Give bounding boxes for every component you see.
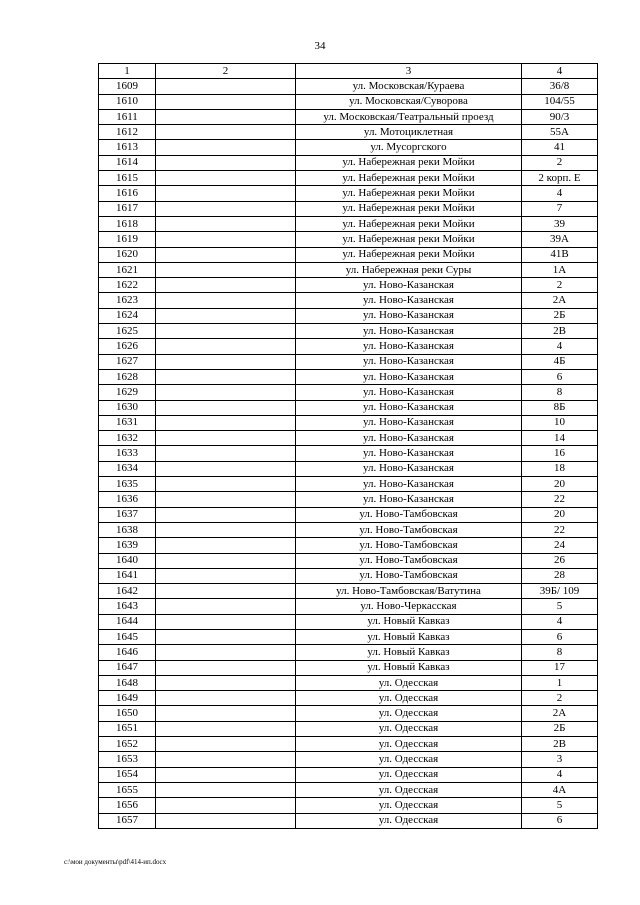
street-cell: ул. Ново-Тамбовская	[296, 568, 522, 583]
table-row	[99, 614, 598, 629]
house-number-cell: 41В	[522, 247, 598, 262]
street-cell: ул. Ново-Казанская	[296, 446, 522, 461]
street-cell: ул. Московская/Кураева	[296, 79, 522, 94]
street-cell: ул. Ново-Казанская	[296, 354, 522, 369]
street-cell: ул. Ново-Казанская	[296, 477, 522, 492]
street-cell: ул. Ново-Черкасская	[296, 599, 522, 614]
house-number-cell: 2В	[522, 324, 598, 339]
house-number-cell: 20	[522, 477, 598, 492]
street-cell: ул. Ново-Тамбовская/Ватутина	[296, 584, 522, 599]
table-row	[99, 354, 598, 369]
street-cell: ул. Одесская	[296, 752, 522, 767]
house-number-cell: 2Б	[522, 721, 598, 736]
house-number-cell: 2В	[522, 737, 598, 752]
street-cell: ул. Набережная реки Мойки	[296, 171, 522, 186]
street-cell: ул. Мусоргского	[296, 140, 522, 155]
house-number-cell: 8Б	[522, 400, 598, 415]
row-number-cell: 1622	[99, 278, 156, 293]
table-row	[99, 140, 598, 155]
table-row	[99, 782, 598, 797]
house-number-cell: 3	[522, 752, 598, 767]
street-cell: ул. Новый Кавказ	[296, 660, 522, 675]
empty-cell	[156, 79, 296, 94]
house-number-cell: 1А	[522, 262, 598, 277]
house-number-cell: 2	[522, 278, 598, 293]
table-row	[99, 400, 598, 415]
house-number-cell: 7	[522, 201, 598, 216]
row-number-cell: 1620	[99, 247, 156, 262]
row-number-cell: 1634	[99, 461, 156, 476]
row-number-cell: 1644	[99, 614, 156, 629]
empty-cell	[156, 492, 296, 507]
empty-cell	[156, 232, 296, 247]
table-row	[99, 385, 598, 400]
street-cell: ул. Новый Кавказ	[296, 645, 522, 660]
row-number-cell: 1629	[99, 385, 156, 400]
empty-cell	[156, 782, 296, 797]
house-number-cell: 6	[522, 369, 598, 384]
table-row	[99, 293, 598, 308]
house-number-cell: 8	[522, 385, 598, 400]
street-cell: ул. Набережная реки Суры	[296, 262, 522, 277]
empty-cell	[156, 415, 296, 430]
empty-cell	[156, 247, 296, 262]
empty-cell	[156, 400, 296, 415]
street-cell: ул. Одесская	[296, 675, 522, 690]
empty-cell	[156, 477, 296, 492]
empty-cell	[156, 278, 296, 293]
row-number-cell: 1646	[99, 645, 156, 660]
empty-cell	[156, 201, 296, 216]
table-row	[99, 691, 598, 706]
house-number-cell: 2	[522, 691, 598, 706]
row-number-cell: 1612	[99, 125, 156, 140]
row-number-cell: 1650	[99, 706, 156, 721]
house-number-cell: 22	[522, 522, 598, 537]
row-number-cell: 1651	[99, 721, 156, 736]
row-number-cell: 1649	[99, 691, 156, 706]
empty-cell	[156, 461, 296, 476]
street-cell: ул. Одесская	[296, 813, 522, 828]
house-number-cell: 28	[522, 568, 598, 583]
row-number-cell: 1630	[99, 400, 156, 415]
table-row	[99, 492, 598, 507]
row-number-cell: 1615	[99, 171, 156, 186]
house-number-cell: 55А	[522, 125, 598, 140]
table-row	[99, 446, 598, 461]
empty-cell	[156, 140, 296, 155]
row-number-cell: 1638	[99, 522, 156, 537]
empty-cell	[156, 629, 296, 644]
street-cell: ул. Новый Кавказ	[296, 629, 522, 644]
house-number-cell: 8	[522, 645, 598, 660]
row-number-cell: 1631	[99, 415, 156, 430]
empty-cell	[156, 431, 296, 446]
street-cell: ул. Ново-Казанская	[296, 431, 522, 446]
house-number-cell: 104/55	[522, 94, 598, 109]
house-number-cell: 90/3	[522, 109, 598, 124]
house-number-cell: 2	[522, 155, 598, 170]
empty-cell	[156, 94, 296, 109]
street-cell: ул. Ново-Казанская	[296, 400, 522, 415]
street-cell: ул. Набережная реки Мойки	[296, 201, 522, 216]
row-number-cell: 1613	[99, 140, 156, 155]
table-row	[99, 798, 598, 813]
house-number-cell: 4	[522, 339, 598, 354]
table-row	[99, 431, 598, 446]
table-row	[99, 79, 598, 94]
table-row	[99, 507, 598, 522]
street-cell: ул. Ново-Тамбовская	[296, 522, 522, 537]
street-cell: ул. Ново-Казанская	[296, 492, 522, 507]
column-header: 2	[156, 64, 296, 79]
house-number-cell: 17	[522, 660, 598, 675]
table-row	[99, 522, 598, 537]
row-number-cell: 1647	[99, 660, 156, 675]
table-row	[99, 599, 598, 614]
street-cell: ул. Ново-Казанская	[296, 369, 522, 384]
table-row	[99, 369, 598, 384]
row-number-cell: 1653	[99, 752, 156, 767]
empty-cell	[156, 584, 296, 599]
empty-cell	[156, 324, 296, 339]
house-number-cell: 4	[522, 186, 598, 201]
page-number: 34	[314, 40, 326, 52]
table-row	[99, 538, 598, 553]
house-number-cell: 41	[522, 140, 598, 155]
table-row	[99, 247, 598, 262]
row-number-cell: 1641	[99, 568, 156, 583]
table-row	[99, 186, 598, 201]
empty-cell	[156, 293, 296, 308]
house-number-cell: 10	[522, 415, 598, 430]
house-number-cell: 2 корп. Е	[522, 171, 598, 186]
row-number-cell: 1614	[99, 155, 156, 170]
street-cell: ул. Набережная реки Мойки	[296, 155, 522, 170]
row-number-cell: 1655	[99, 782, 156, 797]
table-row	[99, 721, 598, 736]
empty-cell	[156, 538, 296, 553]
street-cell: ул. Ново-Тамбовская	[296, 507, 522, 522]
row-number-cell: 1624	[99, 308, 156, 323]
empty-cell	[156, 339, 296, 354]
street-cell: ул. Одесская	[296, 798, 522, 813]
table-row	[99, 324, 598, 339]
house-number-cell: 39Б/ 109	[522, 584, 598, 599]
house-number-cell: 6	[522, 629, 598, 644]
empty-cell	[156, 614, 296, 629]
row-number-cell: 1645	[99, 629, 156, 644]
house-number-cell: 5	[522, 599, 598, 614]
row-number-cell: 1633	[99, 446, 156, 461]
empty-cell	[156, 155, 296, 170]
table-row	[99, 155, 598, 170]
street-cell: ул. Новый Кавказ	[296, 614, 522, 629]
street-cell: ул. Набережная реки Мойки	[296, 216, 522, 231]
row-number-cell: 1648	[99, 675, 156, 690]
street-cell: ул. Набережная реки Мойки	[296, 186, 522, 201]
street-cell: ул. Московская/Театральный проезд	[296, 109, 522, 124]
street-cell: ул. Ново-Тамбовская	[296, 538, 522, 553]
street-cell: ул. Ново-Казанская	[296, 415, 522, 430]
street-cell: ул. Одесская	[296, 737, 522, 752]
house-number-cell: 18	[522, 461, 598, 476]
house-number-cell: 4	[522, 767, 598, 782]
table-row	[99, 737, 598, 752]
row-number-cell: 1625	[99, 324, 156, 339]
table-row	[99, 415, 598, 430]
row-number-cell: 1623	[99, 293, 156, 308]
house-number-cell: 39	[522, 216, 598, 231]
empty-cell	[156, 308, 296, 323]
street-cell: ул. Ново-Казанская	[296, 385, 522, 400]
empty-cell	[156, 721, 296, 736]
empty-cell	[156, 171, 296, 186]
table-row	[99, 584, 598, 599]
house-number-cell: 36/8	[522, 79, 598, 94]
table-row	[99, 629, 598, 644]
house-number-cell: 2А	[522, 293, 598, 308]
row-number-cell: 1654	[99, 767, 156, 782]
row-number-cell: 1628	[99, 369, 156, 384]
empty-cell	[156, 691, 296, 706]
table-row	[99, 109, 598, 124]
street-cell: ул. Ново-Казанская	[296, 339, 522, 354]
street-cell: ул. Ново-Казанская	[296, 324, 522, 339]
empty-cell	[156, 446, 296, 461]
row-number-cell: 1640	[99, 553, 156, 568]
row-number-cell: 1632	[99, 431, 156, 446]
house-number-cell: 5	[522, 798, 598, 813]
empty-cell	[156, 798, 296, 813]
empty-cell	[156, 553, 296, 568]
row-number-cell: 1652	[99, 737, 156, 752]
house-number-cell: 14	[522, 431, 598, 446]
table-row	[99, 706, 598, 721]
row-number-cell: 1619	[99, 232, 156, 247]
empty-cell	[156, 507, 296, 522]
house-number-cell: 16	[522, 446, 598, 461]
street-cell: ул. Ново-Казанская	[296, 278, 522, 293]
house-number-cell: 6	[522, 813, 598, 828]
house-number-cell: 4Б	[522, 354, 598, 369]
street-cell: ул. Одесская	[296, 767, 522, 782]
row-number-cell: 1627	[99, 354, 156, 369]
row-number-cell: 1611	[99, 109, 156, 124]
row-number-cell: 1616	[99, 186, 156, 201]
table-row	[99, 553, 598, 568]
street-cell: ул. Ново-Тамбовская	[296, 553, 522, 568]
empty-cell	[156, 599, 296, 614]
empty-cell	[156, 385, 296, 400]
empty-cell	[156, 645, 296, 660]
empty-cell	[156, 354, 296, 369]
street-cell: ул. Ново-Казанская	[296, 293, 522, 308]
column-header: 4	[522, 64, 598, 79]
table-row	[99, 477, 598, 492]
house-number-cell: 1	[522, 675, 598, 690]
column-header: 3	[296, 64, 522, 79]
house-number-cell: 39А	[522, 232, 598, 247]
table-header-row	[99, 64, 598, 79]
table-row	[99, 767, 598, 782]
row-number-cell: 1642	[99, 584, 156, 599]
empty-cell	[156, 813, 296, 828]
street-cell: ул. Московская/Суворова	[296, 94, 522, 109]
empty-cell	[156, 125, 296, 140]
house-number-cell: 2А	[522, 706, 598, 721]
footer-file-path: c:\мои документы\pdf\414-ип.docx	[64, 858, 167, 866]
row-number-cell: 1637	[99, 507, 156, 522]
street-cell: ул. Одесская	[296, 706, 522, 721]
table-row	[99, 660, 598, 675]
table-row	[99, 813, 598, 828]
house-number-cell: 2Б	[522, 308, 598, 323]
table-body	[99, 79, 598, 829]
row-number-cell: 1657	[99, 813, 156, 828]
table-row	[99, 461, 598, 476]
empty-cell	[156, 216, 296, 231]
empty-cell	[156, 752, 296, 767]
street-cell: ул. Набережная реки Мойки	[296, 232, 522, 247]
row-number-cell: 1639	[99, 538, 156, 553]
row-number-cell: 1643	[99, 599, 156, 614]
table-row	[99, 752, 598, 767]
street-cell: ул. Одесская	[296, 721, 522, 736]
row-number-cell: 1618	[99, 216, 156, 231]
empty-cell	[156, 186, 296, 201]
street-cell: ул. Ново-Казанская	[296, 308, 522, 323]
empty-cell	[156, 737, 296, 752]
table-row	[99, 308, 598, 323]
street-cell: ул. Одесская	[296, 691, 522, 706]
empty-cell	[156, 767, 296, 782]
empty-cell	[156, 109, 296, 124]
empty-cell	[156, 706, 296, 721]
column-header: 1	[99, 64, 156, 79]
house-number-cell: 20	[522, 507, 598, 522]
house-number-cell: 4	[522, 614, 598, 629]
table-row	[99, 262, 598, 277]
table-row	[99, 339, 598, 354]
empty-cell	[156, 675, 296, 690]
house-number-cell: 4А	[522, 782, 598, 797]
table-row	[99, 645, 598, 660]
street-cell: ул. Мотоциклетная	[296, 125, 522, 140]
street-cell: ул. Одесская	[296, 782, 522, 797]
table-row	[99, 675, 598, 690]
street-cell: ул. Ново-Казанская	[296, 461, 522, 476]
row-number-cell: 1626	[99, 339, 156, 354]
row-number-cell: 1610	[99, 94, 156, 109]
row-number-cell: 1617	[99, 201, 156, 216]
empty-cell	[156, 522, 296, 537]
table-row	[99, 125, 598, 140]
house-number-cell: 26	[522, 553, 598, 568]
row-number-cell: 1635	[99, 477, 156, 492]
house-number-cell: 22	[522, 492, 598, 507]
row-number-cell: 1621	[99, 262, 156, 277]
empty-cell	[156, 660, 296, 675]
row-number-cell: 1656	[99, 798, 156, 813]
street-cell: ул. Набережная реки Мойки	[296, 247, 522, 262]
table-row	[99, 568, 598, 583]
row-number-cell: 1609	[99, 79, 156, 94]
empty-cell	[156, 568, 296, 583]
table-row	[99, 278, 598, 293]
table-row	[99, 201, 598, 216]
table-row	[99, 232, 598, 247]
empty-cell	[156, 262, 296, 277]
empty-cell	[156, 369, 296, 384]
house-number-cell: 24	[522, 538, 598, 553]
address-table	[98, 63, 598, 829]
table-row	[99, 94, 598, 109]
table-row	[99, 171, 598, 186]
row-number-cell: 1636	[99, 492, 156, 507]
table-row	[99, 216, 598, 231]
